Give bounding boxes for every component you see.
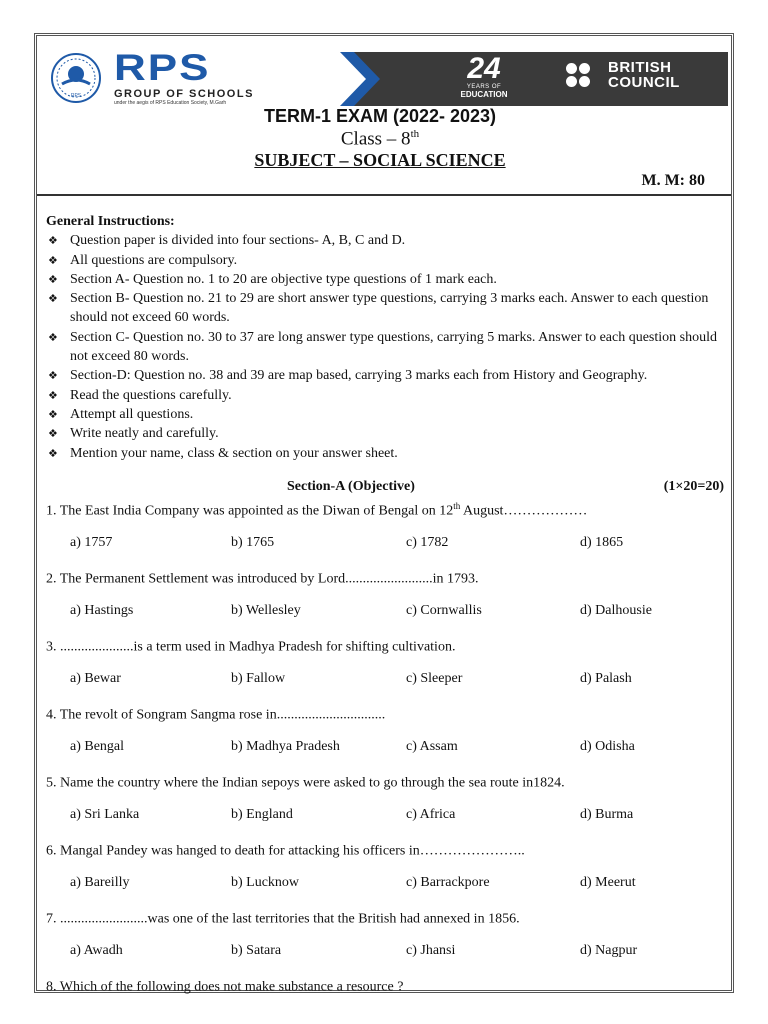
instruction-text: Mention your name, class & section on your answer sheet.	[70, 445, 398, 461]
answer-option: c) Cornwallis	[406, 602, 482, 618]
instruction-item	[46, 289, 726, 328]
answer-option: c) Assam	[406, 738, 458, 754]
british-council-logo	[566, 60, 680, 90]
bullet-diamond-icon: ❖	[48, 446, 58, 460]
british-council-dots-icon	[566, 62, 604, 88]
answer-option: d) Dalhousie	[580, 602, 652, 618]
instruction-item	[46, 270, 726, 289]
instruction-item	[46, 231, 726, 250]
instruction-item	[46, 251, 726, 270]
council-line-1: BRITISH	[608, 59, 672, 76]
question-text: 3. .....................is a term used in Madhya Pradesh for shifting cultivation.	[46, 639, 456, 655]
instruction-text: Question paper is divided into four sections- A, B, C and D.	[70, 233, 406, 249]
question-text: 5. Name the country where the Indian sepoys were asked to go through the sea route in1824.	[46, 775, 565, 791]
answer-option: b) Lucknow	[231, 874, 300, 890]
options-row	[46, 793, 726, 837]
bullet-diamond-icon: ❖	[48, 272, 58, 286]
bullet-diamond-icon: ❖	[48, 253, 58, 267]
question-text: 8. Which of the following does not make substance a resource ?	[46, 979, 404, 995]
questions-list	[46, 497, 726, 997]
answer-option: c) Africa	[406, 806, 456, 822]
badge-subtitle: YEARS OF	[466, 84, 502, 90]
bullet-diamond-icon: ❖	[48, 369, 58, 383]
answer-option: a) Awadh	[70, 942, 123, 958]
bullet-diamond-icon: ❖	[48, 388, 58, 402]
answer-option: c) Barrackpore	[406, 874, 490, 890]
instruction-text: Section B- Question no. 21 to 29 are short answer type questions, carrying 3 marks each. Answer to each question should not exceed 60 words.	[70, 291, 709, 326]
instruction-item	[46, 366, 726, 385]
answer-option: a) Bengal	[70, 738, 125, 754]
max-marks: M. M: 80	[641, 172, 705, 189]
answer-option: d) Palash	[580, 670, 632, 686]
options-row	[46, 521, 726, 565]
answer-option: c) 1782	[406, 534, 449, 550]
bullet-diamond-icon: ❖	[48, 330, 58, 344]
bullet-diamond-icon: ❖	[48, 292, 58, 306]
answer-option: d) Meerut	[580, 874, 636, 890]
answer-option: b) Fallow	[231, 670, 286, 686]
header-divider	[37, 194, 731, 196]
answer-option: a) 1757	[70, 534, 113, 550]
answer-option: b) Wellesley	[231, 602, 301, 618]
brand-tagline: under the aegis of RPS Education Society, M.Garh	[114, 100, 227, 106]
answer-option: a) Bareilly	[70, 874, 130, 890]
bullet-diamond-icon: ❖	[48, 234, 58, 248]
options-row	[46, 861, 726, 905]
answer-option: b) Madhya Pradesh	[231, 738, 340, 754]
options-row	[46, 929, 726, 973]
bullet-diamond-icon: ❖	[48, 427, 58, 441]
section-a-title: Section-A (Objective)	[287, 478, 415, 494]
answer-option: c) Jhansi	[406, 942, 456, 958]
page-border	[34, 33, 734, 993]
instruction-text: Section C- Question no. 30 to 37 are long answer type questions, carrying 5 marks. Answer to each question should not exceed 80 words.	[70, 329, 717, 365]
chevron-icon	[330, 52, 390, 106]
answer-option: d) Odisha	[580, 738, 635, 754]
instruction-text: Write neatly and carefully.	[70, 426, 219, 442]
instruction-text: Section-D: Question no. 38 and 39 are map based, carrying 3 marks each from History and Geography.	[70, 368, 648, 384]
section-a-marks: (1×20=20)	[663, 478, 724, 494]
answer-option: d) Burma	[580, 806, 634, 822]
question-text: 2. The Permanent Settlement was introduced by Lord.........................in 1793.	[46, 571, 479, 587]
instruction-text: Read the questions carefully.	[70, 387, 232, 403]
instruction-item	[46, 405, 726, 424]
exam-title: TERM-1 EXAM (2022- 2023)	[263, 106, 497, 126]
answer-option: d) 1865	[580, 534, 624, 550]
question-text: 7. .........................was one of the last territories that the British had annexed in 1856.	[46, 911, 520, 927]
class-title: Class – 8th	[340, 128, 420, 150]
years-badge	[446, 54, 522, 104]
instruction-text: Section A- Question no. 1 to 20 are objective type questions of 1 mark each.	[70, 271, 497, 287]
options-row	[46, 725, 726, 769]
badge-number: 24	[467, 52, 501, 85]
options-row	[46, 589, 726, 633]
answer-option: b) 1765	[231, 534, 275, 550]
options-row	[46, 657, 726, 701]
instruction-text: Attempt all questions.	[70, 406, 194, 422]
emblem-text: RPS	[70, 93, 82, 99]
answer-option: b) England	[231, 806, 293, 822]
answer-option: b) Satara	[231, 942, 282, 958]
instructions-list	[46, 231, 726, 463]
subject-title: SUBJECT – SOCIAL SCIENCE	[254, 150, 506, 170]
question-text: 4. The revolt of Songram Sangma rose in...............................	[46, 707, 386, 723]
answer-option: c) Sleeper	[406, 670, 463, 686]
instruction-item	[46, 328, 726, 367]
question-text: 6. Mangal Pandey was hanged to death for attacking his officers in…………………..	[46, 843, 525, 859]
instruction-item	[46, 386, 726, 405]
answer-option: d) Nagpur	[580, 942, 638, 958]
council-line-2: COUNCIL	[608, 74, 680, 91]
badge-education: EDUCATION	[460, 90, 508, 99]
group-name: GROUP OF SCHOOLS	[114, 88, 254, 100]
answer-option: a) Sri Lanka	[70, 806, 140, 822]
question-text: 1. The East India Company was appointed as the Diwan of Bengal on 12th August………………	[46, 500, 588, 519]
brand-name: RPS	[114, 46, 211, 89]
rps-logo	[114, 46, 254, 106]
bullet-diamond-icon: ❖	[48, 407, 58, 421]
instruction-text: All questions are compulsory.	[70, 252, 238, 268]
instruction-item	[46, 444, 726, 463]
instructions-title: General Instructions:	[46, 214, 175, 229]
school-emblem-icon	[50, 52, 102, 104]
answer-option: a) Bewar	[70, 670, 121, 686]
answer-option: a) Hastings	[70, 602, 134, 618]
instruction-item	[46, 424, 726, 443]
section-a-header	[46, 477, 726, 497]
exam-body	[46, 212, 726, 996]
